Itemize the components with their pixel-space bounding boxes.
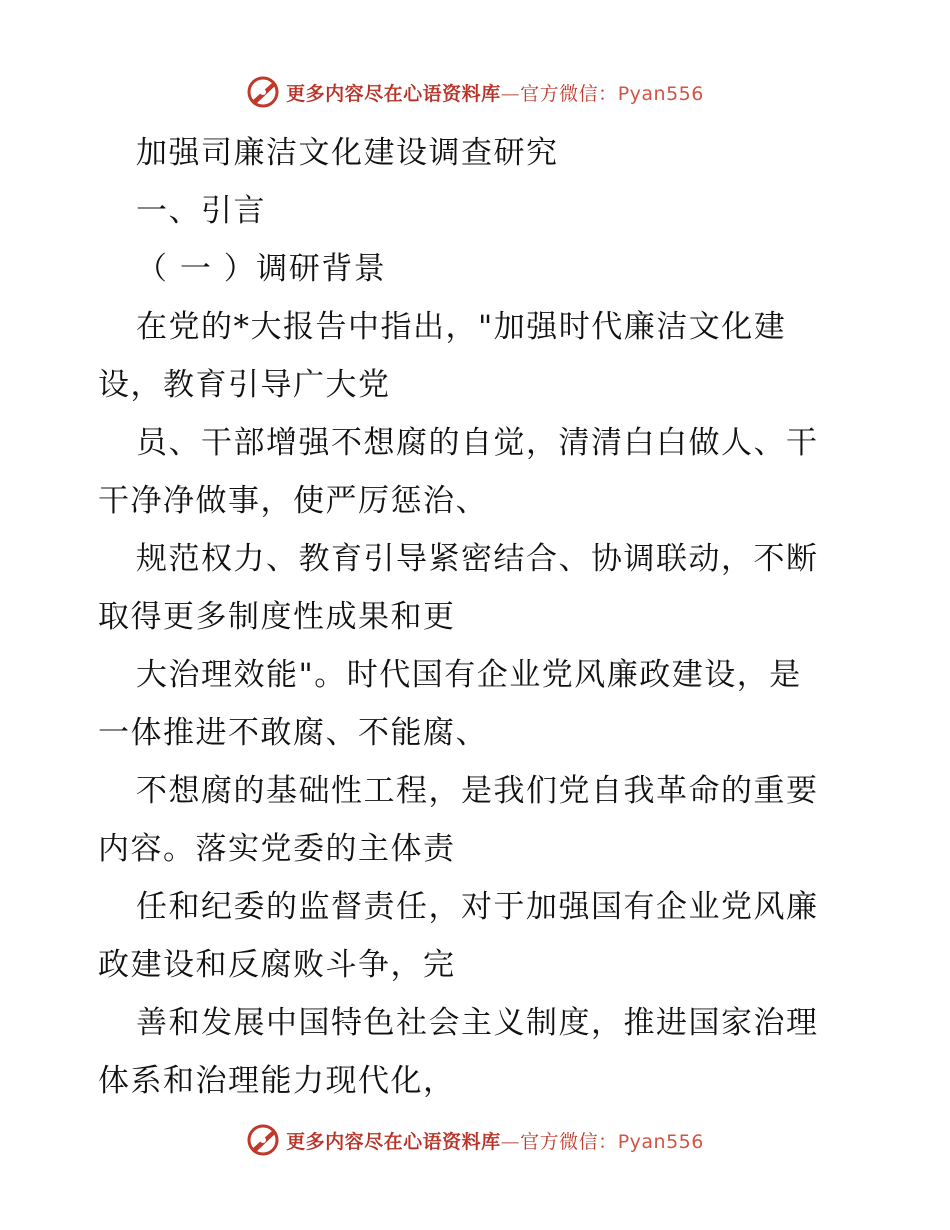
paragraph-line: 内容。落实党委的主体责 [98, 831, 456, 867]
paragraph-line: 设，教育引导广大党 [98, 367, 391, 403]
paragraph-line: 在党的*大报告中指出，"加强时代廉洁文化建 [136, 309, 787, 345]
subsection-heading: （ 一 ）调研背景 [136, 251, 387, 287]
document-title: 加强司廉洁文化建设调查研究 [136, 135, 559, 171]
footer-watermark [0, 1120, 950, 1160]
section-heading: 一、引言 [136, 193, 266, 229]
watermark-suffix: 官方微信： [520, 82, 618, 105]
watermark-id: Pyan556 [617, 1130, 704, 1153]
document-body [98, 124, 868, 1110]
watermark-suffix: 官方微信： [520, 1130, 618, 1153]
paragraph-line: 政建设和反腐败斗争，完 [98, 947, 456, 983]
paragraph-line: 善和发展中国特色社会主义制度，推进国家治理 [136, 1005, 819, 1041]
watermark-separator: — [500, 82, 521, 105]
paragraph-line: 任和纪委的监督责任，对于加强国有企业党风廉 [136, 889, 819, 925]
watermark-id: Pyan556 [617, 82, 704, 105]
paragraph-line: 一体推进不敢腐、不能腐、 [98, 715, 488, 751]
watermark-brand: 更多内容尽在心语资料库 [286, 1130, 501, 1153]
header-watermark [0, 72, 950, 112]
paragraph-line: 取得更多制度性成果和更 [98, 599, 456, 635]
paragraph-line: 员、干部增强不想腐的自觉，清清白白做人、干 [136, 425, 819, 461]
paragraph-line: 干净净做事，使严厉惩治、 [98, 483, 488, 519]
watermark-separator: — [500, 1130, 521, 1153]
watermark-brand: 更多内容尽在心语资料库 [286, 82, 501, 105]
watermark-text [286, 1127, 704, 1154]
pen-logo-icon [246, 75, 280, 109]
paragraph-line: 不想腐的基础性工程，是我们党自我革命的重要 [136, 773, 819, 809]
paragraph-line: 规范权力、教育引导紧密结合、协调联动，不断 [136, 541, 819, 577]
paragraph-line: 大治理效能"。时代国有企业党风廉政建设，是 [136, 657, 802, 693]
pen-logo-icon [246, 1123, 280, 1157]
paragraph-line: 体系和治理能力现代化， [98, 1063, 456, 1099]
watermark-text [286, 79, 704, 106]
